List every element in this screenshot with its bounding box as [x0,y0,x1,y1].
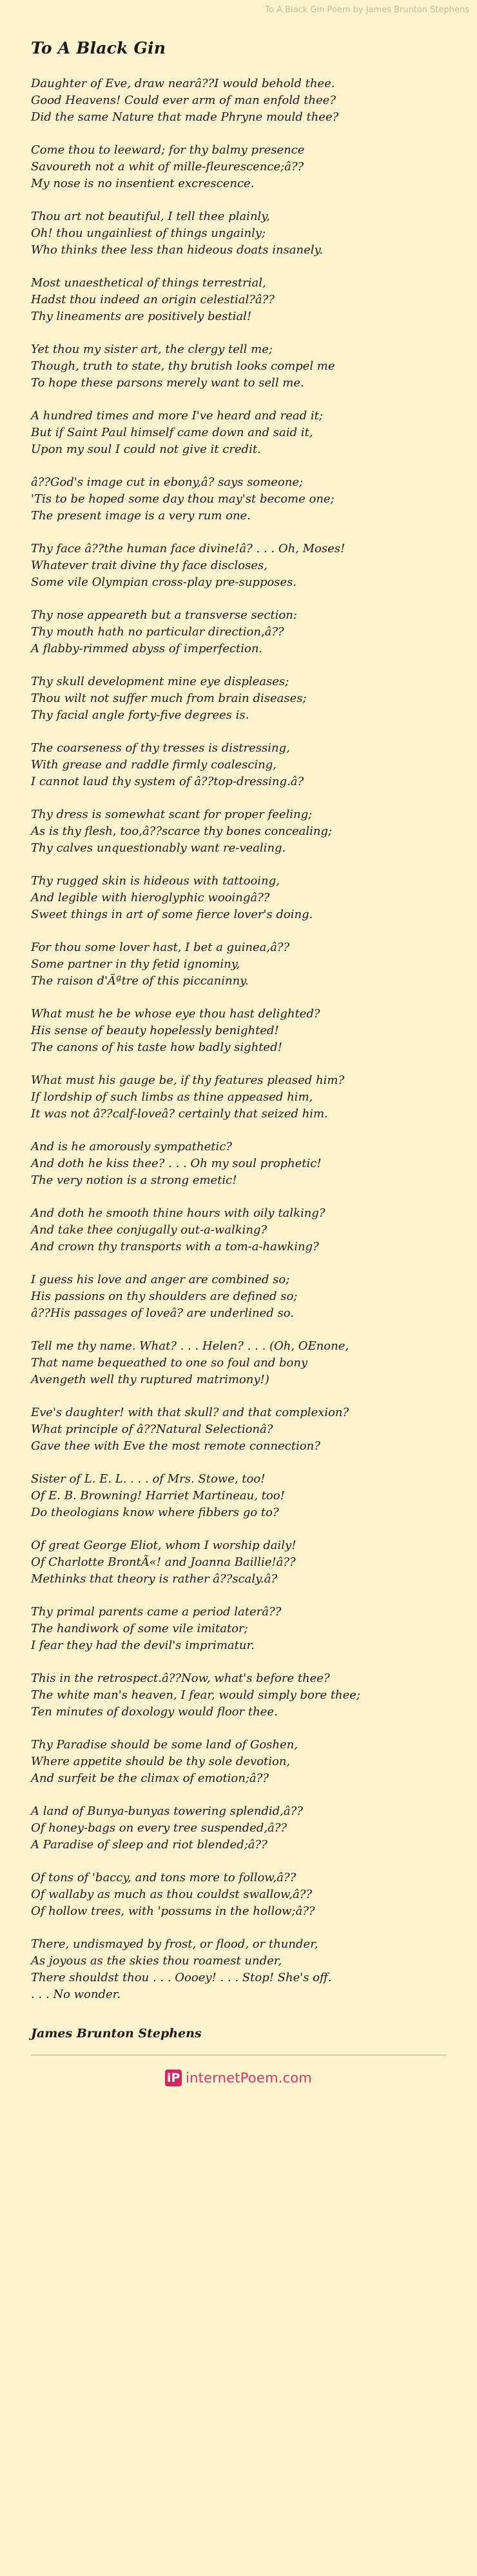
poem-stanza: Thy rugged skin is hideous with tattooing, And legible with hieroglyphic wooingâ?? Sweet things in art of some fierce lover's doing. [31,874,313,921]
poem-stanza: This in the retrospect.â??Now, what's before thee? The white man's heaven, I fear, would simply bore thee; Ten minutes of doxology would floor thee. [31,1672,361,1719]
poem-stanza: Come thou to leeward; for thy balmy presence Savoureth not a whit of mille-fleurescence;â?? My nose is no insentient excrescence. [31,143,305,190]
poem-stanza: Of tons of 'baccy, and tons more to follow,â?? Of wallaby as much as thou couldst swallow,â?? Of hollow trees, with 'possums in the hollow;â?? [31,1871,315,1918]
poem-stanza: Tell me thy name. What? . . . Helen? . . . (Oh, OEnone, That name bequeathed to one so foul and bony Avengeth well thy ruptured matrimony!) [31,1339,349,1386]
page-caption: To A Black Gin Poem by James Brunton Stephens [265,5,469,15]
poem-stanza: â??God's image cut in ebony,â? says someone; 'Tis to be hoped some day thou may'st become one; The present image is a very rum one. [31,475,335,523]
poem-stanza: A hundred times and more I've heard and read it; But if Saint Paul himself came down and said it, Upon my soul I could not give it credit. [31,409,323,456]
poem-stanza: And doth he smooth thine hours with oily talking? And take thee conjugally out-a-walking? And crown thy transports with a tom-a-hawking? [31,1206,326,1253]
poem-stanza: The coarseness of thy tresses is distressing, With grease and raddle firmly coalescing, I cannot laud thy system of â??top-dressing.â? [31,741,304,788]
poem-stanza: Thou art not beautiful, I tell thee plainly, Oh! thou ungainliest of things ungainly; Who thinks thee less than hideous doats insanely. [31,210,324,257]
logo-badge-icon: iP [165,2070,182,2086]
poem-stanza: For thou some lover hast, I bet a guinea,â?? Some partner in thy fetid ignominy, The raison d'Ãªtre of this piccaninny. [31,941,290,988]
poem-stanza: Eve's daughter! with that skull? and that complexion? What principle of â??Natural Selectionâ? Gave thee with Eve the most remote connection? [31,1406,349,1453]
poem-stanza: A land of Bunya-bunyas towering splendid,â?? Of honey-bags on every tree suspended,â?? A Paradise of sleep and riot blended;â?? [31,1804,303,1852]
poem-title: To A Black Gin [31,39,166,57]
poem-stanza: Most unaesthetical of things terrestrial, Hadst thou indeed an origin celestial?â?? Thy lineaments are positively bestial! [31,276,275,323]
poem-author[interactable]: James Brunton Stephens [31,2026,202,2041]
poem-stanza: Sister of L. E. L. . . . of Mrs. Stowe, too! Of E. B. Browning! Harriet Martineau, too! Do theologians know where fibbers go to? [31,1472,285,1519]
poem-stanza: I guess his love and anger are combined so; His passions on thy shoulders are defined so; â??His passages of loveâ? are underlined so. [31,1273,298,1320]
poem-stanza: What must he be whose eye thou hast delighted? His sense of beauty hopelessly benighted! The canons of his taste how badly sighted! [31,1007,320,1054]
poem-stanza: Daughter of Eve, draw nearâ??I would behold thee. Good Heavens! Could ever arm of man enfold thee? Did the same Nature that made Phryne mould thee? [31,77,339,124]
poem-stanza: Thy dress is somewhat scant for proper feeling; As is thy flesh, too,â??scarce thy bones concealing; Thy calves unquestionably want re-vealing. [31,808,333,855]
poem-stanza: And is he amorously sympathetic? And doth he kiss thee? . . . Oh my soul prophetic! The very notion is a strong emetic! [31,1140,322,1187]
poem-stanza: Thy skull development mine eye displeases; Thou wilt not suffer much from brain diseases; Thy facial angle forty-five degrees is. [31,675,307,722]
poem-body [31,75,446,2003]
poem-stanza: What must his gauge be, if thy features pleased him? If lordship of such limbs as thine appeased him, It was not â??calf-loveâ? certainly that seized him. [31,1073,345,1121]
poem-stanza: Thy primal parents came a period laterâ?? The handiwork of some vile imitator; I fear they had the devil's imprimatur. [31,1605,282,1652]
poem-stanza: Thy nose appeareth but a transverse section: Thy mouth hath no particular direction,â?? A flabby-rimmed abyss of imperfection. [31,608,297,655]
logo-text: internetPoem.com [186,2070,312,2086]
poem-stanza: There, undismayed by frost, or flood, or thunder, As joyous as the skies thou roamest under, There shouldst thou . . . Oooey! . . . Stop! She's off. . . . No wonder. [31,1937,332,2001]
poem-stanza: Of great George Eliot, whom I worship daily! Of Charlotte BrontÃ«! and Joanna Baillie!â?? Methinks that theory is rather â??scaly.â? [31,1539,297,1586]
poem-stanza: Thy Paradise should be some land of Goshen, Where appetite should be thy sole devotion, And surfeit be the climax of emotion;â?? [31,1738,298,1785]
site-logo[interactable] [31,2070,446,2086]
poem-stanza: Yet thou my sister art, the clergy tell me; Though, truth to state, thy brutish looks compel me To hope these parsons merely want to sell me. [31,343,335,390]
poem-stanza: Thy face â??the human face divine!â? . . . Oh, Moses! Whatever trait divine thy face discloses, Some vile Olympian cross-play pre-supposes. [31,542,346,589]
